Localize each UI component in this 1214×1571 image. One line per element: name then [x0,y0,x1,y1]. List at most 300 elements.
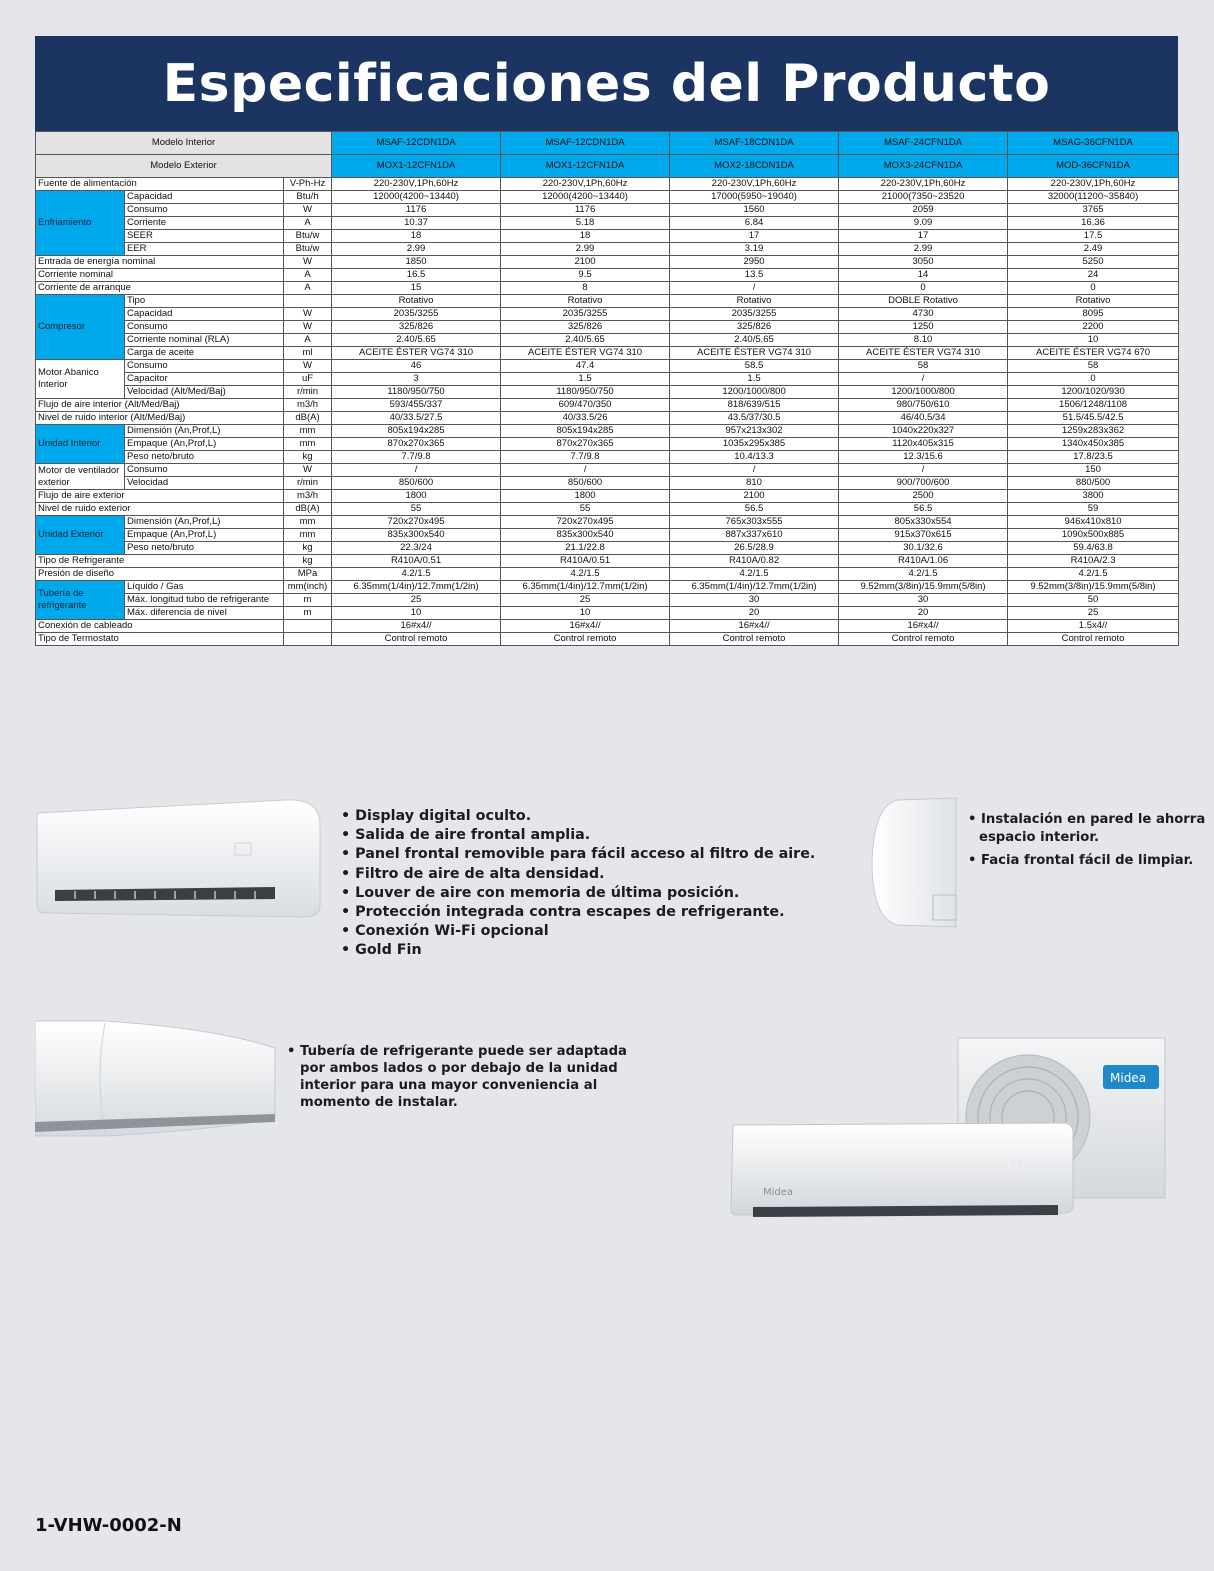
features-list-wall [968,811,1205,876]
feature-item: • Gold Fin [341,942,422,959]
spec-value: 2035/3255 [501,308,670,321]
spec-value: 4.2/1.5 [839,568,1008,581]
spec-row [36,425,1179,438]
feature-item: • Instalación en pared le ahorra espacio interior. [968,812,1206,845]
spec-value: Rotativo [501,295,670,308]
spec-label: Conexión de cableado [36,620,284,633]
spec-value: 16#x4// [501,620,670,633]
spec-value: 3 [332,373,501,386]
spec-value: 10.37 [332,217,501,230]
spec-value: 16#x4// [670,620,839,633]
spec-row [36,256,1179,269]
spec-group-label: Unidad Interior [36,425,125,464]
document-code: 1-VHW-0002-N [35,1515,182,1536]
spec-row [36,360,1179,373]
spec-unit: kg [284,542,332,555]
spec-value: 17.8/23.5 [1008,451,1179,464]
spec-row [36,412,1179,425]
model-interior-cell: MSAF-18CDN1DA [670,132,839,155]
split-system-image [728,1035,1173,1240]
spec-value: 9.52mm(3/8in)/15.9mm(5/8in) [839,581,1008,594]
spec-label: Corriente nominal [36,269,284,282]
spec-value: 325/826 [501,321,670,334]
spec-value: 720x270x495 [501,516,670,529]
spec-unit: mm [284,438,332,451]
spec-value: 50 [1008,594,1179,607]
spec-value: 870x270x365 [501,438,670,451]
spec-value: / [839,373,1008,386]
brand-logo: Midea [1110,1071,1147,1085]
spec-value: R410A/0.51 [501,555,670,568]
model-interior-cell: MSAF-24CFN1DA [839,132,1008,155]
spec-value: 880/500 [1008,477,1179,490]
spec-value: 220-230V,1Ph,60Hz [1008,178,1179,191]
spec-unit: A [284,269,332,282]
spec-value: 900/700/600 [839,477,1008,490]
spec-label: EER [125,243,284,256]
spec-value: 220-230V,1Ph,60Hz [501,178,670,191]
spec-value: 15 [332,282,501,295]
spec-value: 58 [1008,360,1179,373]
spec-value: 6.35mm(1/4in)/12.7mm(1/2in) [501,581,670,594]
spec-unit: V-Ph-Hz [284,178,332,191]
spec-value: / [501,464,670,477]
spec-label: Flujo de aire exterior [36,490,284,503]
spec-value: 3765 [1008,204,1179,217]
spec-label: Velocidad [125,477,284,490]
model-interior-label: Modelo Interior [36,132,332,155]
spec-unit: MPa [284,568,332,581]
spec-value: 6.35mm(1/4in)/12.7mm(1/2in) [332,581,501,594]
spec-value: 1200/1020/930 [1008,386,1179,399]
spec-value: 59 [1008,503,1179,516]
spec-label: Nivel de ruido interior (Alt/Med/Baj) [36,412,284,425]
spec-unit: r/min [284,386,332,399]
spec-value: 1176 [332,204,501,217]
spec-row [36,607,1179,620]
spec-value: ACEITE ÉSTER VG74 310 [670,347,839,360]
spec-label: Nivel de ruido exterior [36,503,284,516]
model-exterior-label: Modelo Exterior [36,155,332,178]
spec-unit: A [284,334,332,347]
spec-row [36,581,1179,594]
spec-value: 220-230V,1Ph,60Hz [839,178,1008,191]
model-interior-cell: MSAF-12CDN1DA [332,132,501,155]
model-exterior-cell: MOD-36CFN1DA [1008,155,1179,178]
spec-value: 16.36 [1008,217,1179,230]
display-readout: 88 [1010,1159,1023,1170]
spec-value: 2200 [1008,321,1179,334]
spec-value: 2.40/5.65 [670,334,839,347]
spec-value: 7.7/9.8 [332,451,501,464]
spec-value: R410A/0.51 [332,555,501,568]
spec-unit: A [284,217,332,230]
spec-value: 1.5 [670,373,839,386]
spec-value: 18 [501,230,670,243]
feature-item: • Protección integrada contra escapes de refrigerante. [341,904,785,921]
feature-item: • Filtro de aire de alta densidad. [341,865,605,882]
spec-label: Líquido / Gas [125,581,284,594]
spec-value: 17 [839,230,1008,243]
spec-value: Rotativo [332,295,501,308]
spec-value: 1120x405x315 [839,438,1008,451]
spec-value: 1180/950/750 [501,386,670,399]
spec-value: 43.5/37/30.5 [670,412,839,425]
spec-row [36,178,1179,191]
title-banner [35,36,1178,131]
spec-row [36,295,1179,308]
spec-row [36,620,1179,633]
spec-row [36,347,1179,360]
spec-value: 30.1/32.6 [839,542,1008,555]
spec-row [36,516,1179,529]
spec-row [36,568,1179,581]
spec-label: SEER [125,230,284,243]
spec-value: 25 [1008,607,1179,620]
spec-group-label: Unidad Exterior [36,516,125,555]
spec-value: 1200/1000/800 [670,386,839,399]
spec-value: 10 [332,607,501,620]
spec-value: 220-230V,1Ph,60Hz [332,178,501,191]
spec-value: 1800 [332,490,501,503]
spec-value: Control remoto [839,633,1008,646]
spec-value: 58 [839,360,1008,373]
spec-value: 51.5/45.5/42.5 [1008,412,1179,425]
spec-unit: W [284,308,332,321]
spec-value: Control remoto [501,633,670,646]
spec-label: Corriente [125,217,284,230]
spec-unit: W [284,360,332,373]
spec-value: 9.09 [839,217,1008,230]
spec-row [36,633,1179,646]
spec-value: 915x370x615 [839,529,1008,542]
spec-unit: kg [284,451,332,464]
spec-unit [284,633,332,646]
spec-value: 10 [501,607,670,620]
spec-value: 6.84 [670,217,839,230]
spec-value: 1176 [501,204,670,217]
spec-value: 2035/3255 [670,308,839,321]
spec-value: 40/33.5/27.5 [332,412,501,425]
spec-unit [284,295,332,308]
spec-value: 21000(7350~23520 [839,191,1008,204]
spec-label: Presión de diseño [36,568,284,581]
spec-value: 2.40/5.65 [332,334,501,347]
spec-label: Corriente nominal (RLA) [125,334,284,347]
spec-value: 18 [332,230,501,243]
spec-label: Peso neto/bruto [125,542,284,555]
spec-label: Fuente de alimentación [36,178,284,191]
spec-value: 16#x4// [332,620,501,633]
feature-item: • Facia frontal fácil de limpiar. [968,853,1194,868]
spec-value: 1.5x4// [1008,620,1179,633]
spec-value: 8.10 [839,334,1008,347]
spec-value: 1090x500x885 [1008,529,1179,542]
spec-value: Rotativo [670,295,839,308]
spec-row [36,594,1179,607]
spec-label: Tipo de Refrigerante [36,555,284,568]
spec-value: 593/455/337 [332,399,501,412]
spec-row [36,308,1179,321]
spec-value: 2.49 [1008,243,1179,256]
spec-value: 14 [839,269,1008,282]
spec-group-label: Compresor [36,295,125,360]
spec-label: Dimensión (An,Prof,L) [125,425,284,438]
spec-value: 1035x295x385 [670,438,839,451]
spec-row [36,386,1179,399]
spec-value: 2100 [501,256,670,269]
spec-value: 1850 [332,256,501,269]
spec-value: 8 [501,282,670,295]
spec-value: 2.99 [839,243,1008,256]
spec-value: 870x270x365 [332,438,501,451]
spec-value: 12000(4200~13440) [332,191,501,204]
spec-value: 805x194x285 [332,425,501,438]
spec-unit: kg [284,555,332,568]
spec-unit [284,620,332,633]
spec-value: 17 [670,230,839,243]
spec-value: 1250 [839,321,1008,334]
spec-value: 40/33.5/26 [501,412,670,425]
spec-value: 887x337x610 [670,529,839,542]
spec-value: 3.19 [670,243,839,256]
spec-value: 835x300x540 [332,529,501,542]
spec-unit: m3/h [284,490,332,503]
spec-label: Máx. longitud tubo de refrigerante [125,594,284,607]
spec-value: 1180/950/750 [332,386,501,399]
spec-value: 55 [332,503,501,516]
spec-value: 1259x283x362 [1008,425,1179,438]
model-exterior-cell: MOX3-24CFN1DA [839,155,1008,178]
spec-value: 7.7/9.8 [501,451,670,464]
spec-label: Consumo [125,204,284,217]
spec-value: 24 [1008,269,1179,282]
spec-value: 0 [1008,282,1179,295]
spec-value: R410A/2.3 [1008,555,1179,568]
spec-value: 46 [332,360,501,373]
brand-logo-indoor: Midea [763,1187,794,1198]
spec-unit: W [284,204,332,217]
spec-value: 12000(4200~13440) [501,191,670,204]
spec-row [36,542,1179,555]
spec-value: 20 [670,607,839,620]
spec-value: 12.3/15.6 [839,451,1008,464]
spec-value: 56.5 [670,503,839,516]
spec-value: 25 [501,594,670,607]
spec-value: 26.5/28.9 [670,542,839,555]
spec-row [36,321,1179,334]
spec-value: 30 [670,594,839,607]
spec-value: R410A/0.82 [670,555,839,568]
spec-value: 1560 [670,204,839,217]
spec-value: 13.5 [670,269,839,282]
spec-unit: dB(A) [284,503,332,516]
spec-value: 4.2/1.5 [501,568,670,581]
spec-row [36,529,1179,542]
spec-value: / [332,464,501,477]
spec-group-label: Motor Abanico Interior [36,360,125,399]
spec-value: 25 [332,594,501,607]
spec-value: 980/750/610 [839,399,1008,412]
spec-row [36,477,1179,490]
spec-value: 6.35mm(1/4in)/12.7mm(1/2in) [670,581,839,594]
spec-row [36,334,1179,347]
spec-value: 765x303x555 [670,516,839,529]
spec-row [36,555,1179,568]
spec-value: 9.52mm(3/8in)/15.9mm(5/8in) [1008,581,1179,594]
spec-value: 2.99 [332,243,501,256]
spec-label: Dimensión (An,Prof,L) [125,516,284,529]
spec-unit: m3/h [284,399,332,412]
spec-unit: uF [284,373,332,386]
spec-unit: Btu/w [284,243,332,256]
spec-value: 150 [1008,464,1179,477]
spec-value: 1200/1000/800 [839,386,1008,399]
spec-unit: Btu/w [284,230,332,243]
spec-row [36,269,1179,282]
spec-value: 2059 [839,204,1008,217]
spec-value: ACEITE ÉSTER VG74 310 [839,347,1008,360]
spec-row [36,243,1179,256]
spec-value: 16#x4// [839,620,1008,633]
feature-item: • Panel frontal removible para fácil acceso al filtro de aire. [341,846,816,863]
spec-unit: W [284,321,332,334]
feature-item: • Louver de aire con memoria de última posición. [341,884,740,901]
spec-value: 220-230V,1Ph,60Hz [670,178,839,191]
indoor-unit-front-image [35,795,325,925]
spec-label: Capacitor [125,373,284,386]
spec-row [36,438,1179,451]
feature-item: • Conexión Wi-Fi opcional [341,923,549,940]
spec-value: 3800 [1008,490,1179,503]
spec-value: 818/639/515 [670,399,839,412]
spec-unit: m [284,594,332,607]
spec-value: 10 [1008,334,1179,347]
spec-unit: r/min [284,477,332,490]
spec-value: 2950 [670,256,839,269]
spec-value: ACEITE ÉSTER VG74 670 [1008,347,1179,360]
spec-value: 805x330x554 [839,516,1008,529]
spec-row [36,490,1179,503]
spec-value: 805x194x285 [501,425,670,438]
spec-value: 2100 [670,490,839,503]
spec-row [36,204,1179,217]
spec-label: Máx. diferencia de nivel [125,607,284,620]
spec-value: 5.18 [501,217,670,230]
spec-value: 325/826 [670,321,839,334]
spec-row [36,191,1179,204]
spec-value: 2035/3255 [332,308,501,321]
spec-value: 55 [501,503,670,516]
model-exterior-cell: MOX1-12CFN1DA [332,155,501,178]
spec-value: Control remoto [1008,633,1179,646]
spec-label: Peso neto/bruto [125,451,284,464]
model-interior-cell: MSAG-36CFN1DA [1008,132,1179,155]
spec-value: 17.5 [1008,230,1179,243]
spec-unit: mm [284,425,332,438]
spec-value: 609/470/350 [501,399,670,412]
feature-item: momento de instalar. [300,1095,458,1110]
spec-value: 946x410x810 [1008,516,1179,529]
spec-value: 22.3/24 [332,542,501,555]
spec-label: Flujo de aire interior (Alt/Med/Baj) [36,399,284,412]
spec-value: 21.1/22.8 [501,542,670,555]
spec-value: 1.5 [501,373,670,386]
spec-value: 20 [839,607,1008,620]
spec-value: 850/600 [332,477,501,490]
spec-value: R410A/1.06 [839,555,1008,568]
spec-value: 2500 [839,490,1008,503]
spec-row [36,503,1179,516]
spec-value: / [670,282,839,295]
spec-value: 16.5 [332,269,501,282]
spec-value: 30 [839,594,1008,607]
spec-table-container [35,131,1178,646]
spec-label: Carga de aceite [125,347,284,360]
feature-item: • Salida de aire frontal amplia. [341,827,591,844]
model-interior-cell: MSAF-12CDN1DA [501,132,670,155]
spec-value: 4.2/1.5 [670,568,839,581]
spec-value: 1800 [501,490,670,503]
spec-value: 850/600 [501,477,670,490]
model-exterior-cell: MOX2-18CDN1DA [670,155,839,178]
spec-value: 17000(5950~19040) [670,191,839,204]
spec-value: 4.2/1.5 [1008,568,1179,581]
spec-value: 1340x450x385 [1008,438,1179,451]
indoor-unit-angle-image [35,1018,280,1138]
spec-unit: dB(A) [284,412,332,425]
spec-value: 1506/1248/1108 [1008,399,1179,412]
spec-row [36,230,1179,243]
spec-unit: mm(inch) [284,581,332,594]
spec-value: 4730 [839,308,1008,321]
spec-row [36,217,1179,230]
spec-label: Consumo [125,464,284,477]
spec-row [36,399,1179,412]
spec-unit: m [284,607,332,620]
spec-value: 9.5 [501,269,670,282]
spec-row [36,464,1179,477]
spec-value: Control remoto [332,633,501,646]
indoor-unit-side-image [868,795,963,935]
spec-unit: W [284,464,332,477]
page-title: Especificaciones del Producto [162,53,1051,114]
spec-value: 835x300x540 [501,529,670,542]
spec-value: 5250 [1008,256,1179,269]
spec-value: 46/40.5/34 [839,412,1008,425]
spec-value: 810 [670,477,839,490]
spec-value: / [670,464,839,477]
spec-label: Tipo [125,295,284,308]
feature-item: • Display digital oculto. [341,808,532,824]
model-row-interior [36,132,1179,155]
spec-value: 957x213x302 [670,425,839,438]
spec-label: Tipo de Termostato [36,633,284,646]
spec-value: ACEITE ÉSTER VG74 310 [332,347,501,360]
spec-unit: mm [284,516,332,529]
spec-value: 47.4 [501,360,670,373]
spec-value: 0 [1008,373,1179,386]
spec-unit: mm [284,529,332,542]
model-row-exterior [36,155,1179,178]
spec-value: 58.5 [670,360,839,373]
spec-group-label: Motor de ventilador exterior [36,464,125,490]
spec-label: Capacidad [125,308,284,321]
spec-value: Rotativo [1008,295,1179,308]
spec-row [36,451,1179,464]
spec-label: Corriente de arranque [36,282,284,295]
features-list-piping [287,1043,627,1111]
